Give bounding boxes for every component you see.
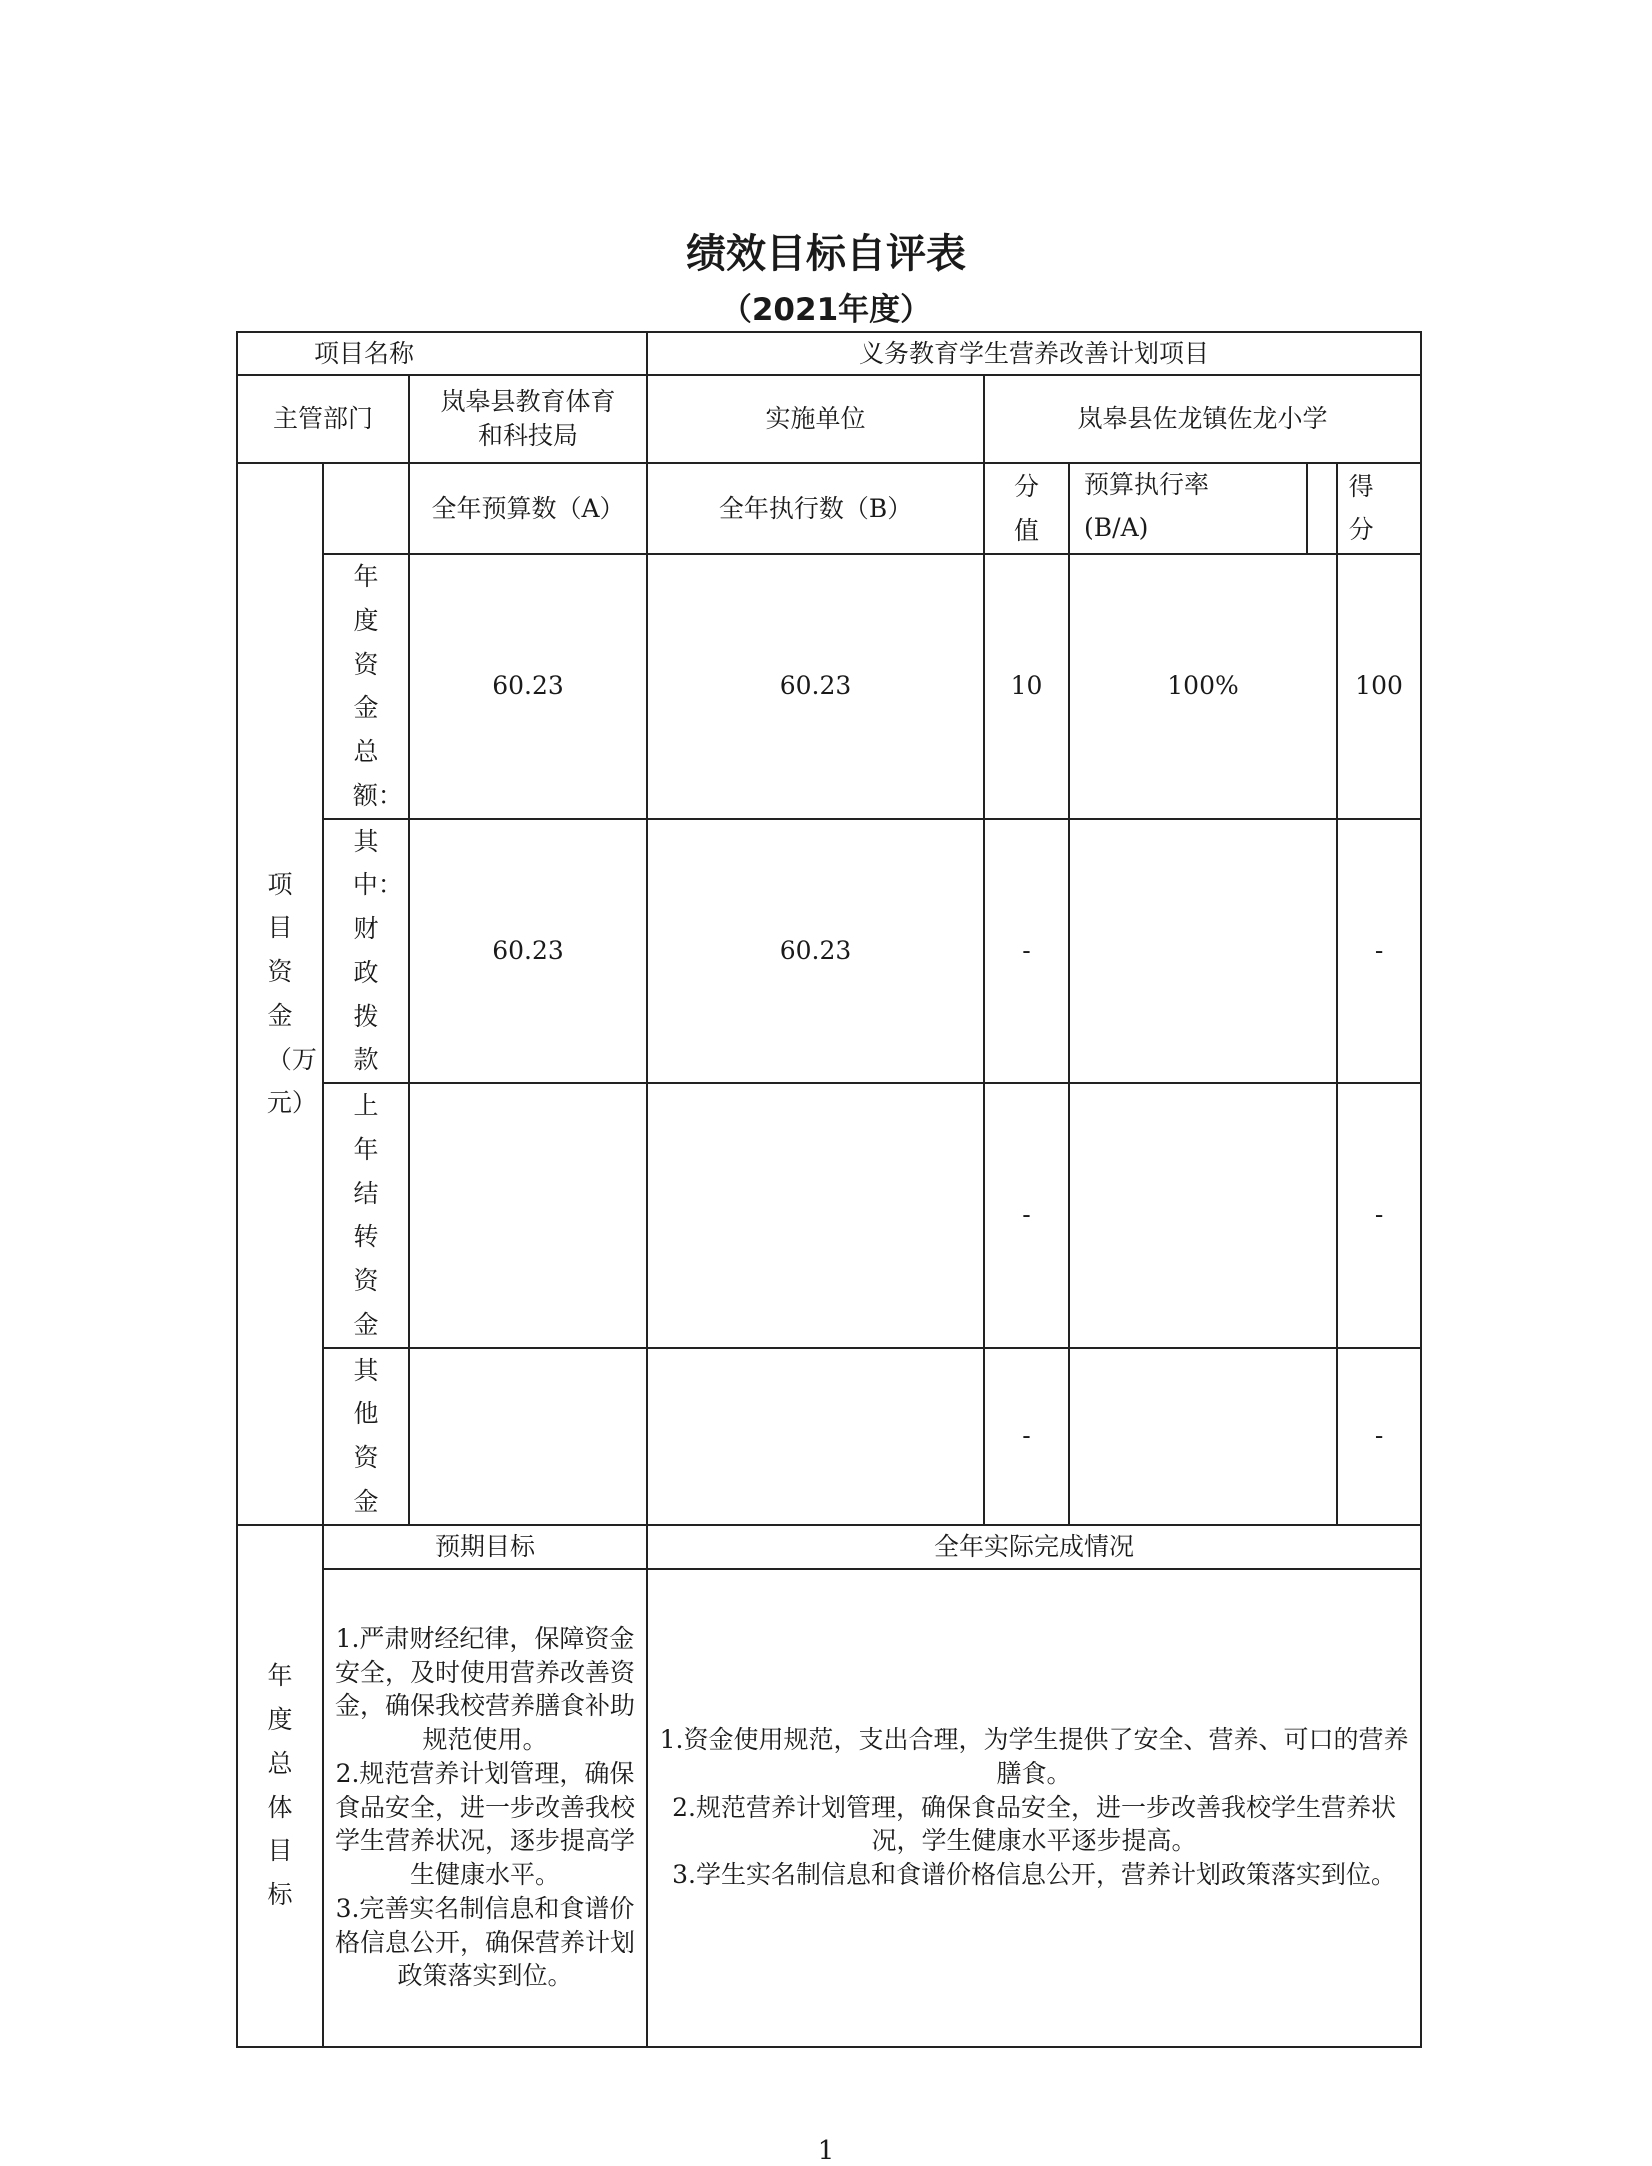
expected-goal-item: 3.完善实名制信息和食谱价格信息公开，确保营养计划政策落实到位。: [335, 1893, 636, 1991]
actual-completion-item: 1.资金使用规范，支出合理，为学生提供了安全、营养、可口的营养膳食。: [659, 1725, 1409, 1788]
funds-row-weight: 10: [984, 554, 1069, 819]
executed-header: 全年执行数（B）: [647, 463, 984, 554]
score-header: [1337, 463, 1421, 554]
funds-row-weight: -: [984, 1083, 1069, 1348]
implementing-unit-value: 岚皋县佐龙镇佐龙小学: [984, 375, 1421, 463]
funds-row: [237, 1348, 1421, 1525]
funds-row: [237, 1083, 1421, 1348]
execution-rate-header-line1: 预算执行率: [1084, 470, 1210, 499]
department-label: 主管部门: [237, 375, 409, 463]
actual-completion-list: [647, 1569, 1421, 2047]
department-value-line1: 岚皋县教育体育: [440, 387, 616, 417]
expected-goals-list: [323, 1569, 647, 2047]
project-name-value: 义务教育学生营养改善计划项目: [647, 332, 1421, 375]
project-name-row: [237, 332, 1421, 375]
funds-row-budget: 60.23: [409, 554, 647, 819]
expected-goal-item: 1.严肃财经纪律，保障资金安全，及时使用营养改善资金，确保我校营养膳食补助规范使用。: [335, 1623, 636, 1755]
funds-row-budget: [409, 1083, 647, 1348]
funds-row-label: 年度资金总额：: [323, 554, 409, 819]
funds-row-score: -: [1337, 1348, 1421, 1525]
funds-row-label: 上年结转资金: [323, 1083, 409, 1348]
goals-header-row: [237, 1525, 1421, 1569]
actual-completion-header: 全年实际完成情况: [647, 1525, 1421, 1569]
department-row: [237, 375, 1421, 463]
funds-row-label: 其他资金: [323, 1348, 409, 1525]
document-title: 绩效目标自评表: [686, 231, 966, 277]
funds-row: [237, 819, 1421, 1084]
actual-completion-item: 2.规范营养计划管理，确保食品安全，进一步改善我校学生营养状况，学生健康水平逐步提高。: [672, 1792, 1396, 1856]
funds-row-executed: [647, 1083, 984, 1348]
funds-section-label: [237, 463, 323, 1525]
funds-header-row: [237, 463, 1421, 554]
project-name-label: 项目名称: [237, 332, 647, 375]
funds-row-weight: -: [984, 1348, 1069, 1525]
funds-row-rate: 100%: [1069, 554, 1337, 819]
funds-row-score: -: [1337, 1083, 1421, 1348]
score-header-text: 得分: [1348, 472, 1374, 544]
actual-completion-item: 3.学生实名制信息和食谱价格信息公开，营养计划政策落实到位。: [672, 1860, 1396, 1890]
funds-row-weight: -: [984, 819, 1069, 1084]
expected-goals-header: 预期目标: [323, 1525, 647, 1569]
funds-header-empty: [323, 463, 409, 554]
funds-row-executed: [647, 1348, 984, 1525]
goals-section-label: [237, 1525, 323, 2047]
goals-section-label-text: 年度总体目标: [267, 1661, 293, 1909]
funds-row-budget: 60.23: [409, 819, 647, 1084]
funds-row-rate: [1069, 1348, 1337, 1525]
page-number: 1: [817, 2136, 835, 2166]
funds-row-score: -: [1337, 819, 1421, 1084]
expected-goal-item: 2.规范营养计划管理，确保食品安全，进一步改善我校学生营养状况，逐步提高学生健康水平。: [335, 1758, 636, 1890]
funds-row-rate: [1069, 819, 1337, 1084]
funds-row-label: 其中：财政拨款: [323, 819, 409, 1084]
funds-row-executed: 60.23: [647, 554, 984, 819]
evaluation-table: [236, 331, 1422, 2048]
department-value: [409, 375, 647, 463]
execution-rate-header: [1069, 463, 1337, 554]
funds-row-executed: 60.23: [647, 819, 984, 1084]
budget-header: 全年预算数（A）: [409, 463, 647, 554]
funds-row-rate: [1069, 1083, 1337, 1348]
funds-row-budget: [409, 1348, 647, 1525]
implementing-unit-label: 实施单位: [647, 375, 984, 463]
execution-rate-header-divider: [1306, 464, 1336, 553]
goals-content-row: [237, 1569, 1421, 2047]
score-weight-header: [984, 463, 1069, 554]
funds-row-score: 100: [1337, 554, 1421, 819]
funds-row: [237, 554, 1421, 819]
execution-rate-header-line2: (B/A): [1084, 512, 1149, 542]
document-subtitle: （2021年度）: [720, 292, 932, 328]
funds-section-label-text: 项目资金（万元）: [266, 869, 317, 1118]
department-value-line2: 和科技局: [478, 421, 579, 450]
score-weight-header-text: 分值: [1014, 471, 1040, 545]
